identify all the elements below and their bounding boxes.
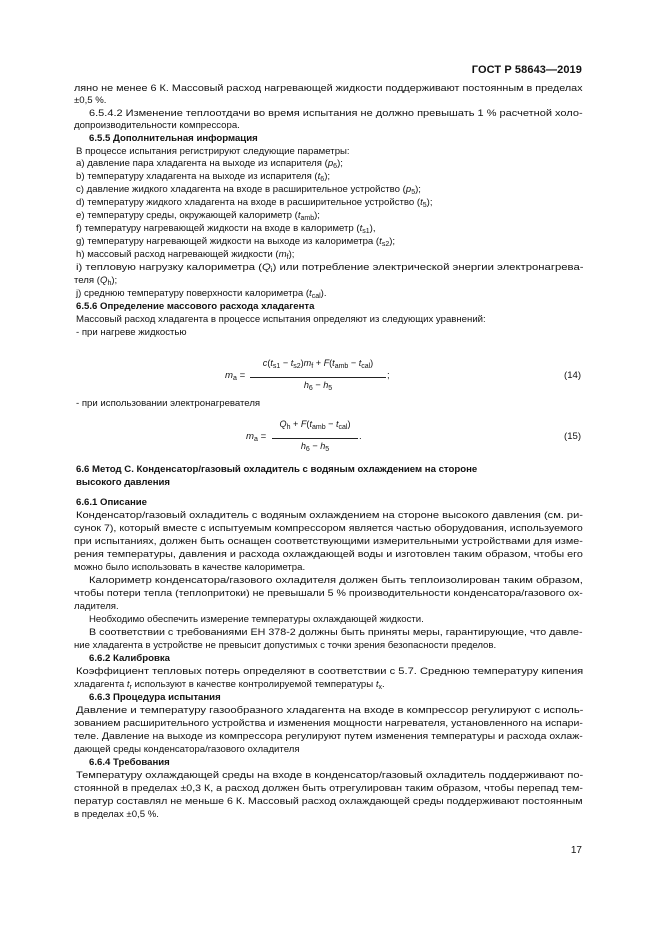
section-heading: 6.6.1 Описание <box>76 497 147 508</box>
equation-denominator: $h_6 - h_5$ <box>303 380 333 392</box>
section-heading: 6.6.3 Процедура испытания <box>89 692 221 703</box>
text-line: чтобы потери тепла (теплопритоки) не превышали 5 % производительности конденсатора/газового ох- <box>74 588 583 599</box>
equation-denominator: $h_6 - h_5$ <box>300 441 330 453</box>
text-line: сунок 7), который вместе с испытуемым компрессором является частью оборудования, используемого <box>74 523 583 534</box>
text-line: ±0,5 %. <box>74 95 107 106</box>
text-line: Температуру охлаждающей среды на входе в конденсатор/газовый охладитель поддерживают по- <box>76 770 584 781</box>
text-line: j) среднюю температуру поверхности калориметра $(t_{cal})$. <box>76 288 327 300</box>
fraction-bar <box>272 438 358 439</box>
text-line: Необходимо обеспечить измерение температуры охлаждающей жидкости. <box>89 614 424 625</box>
text-line: можно было использовать в качестве калориметра. <box>74 562 306 573</box>
text-line: Калориметр конденсатора/газового охладителя должен быть теплоизолирован таким образом, <box>89 575 583 586</box>
text-line: В соответствии с требованиями ЕН 378-2 должны быть приняты меры, гарантирующие, что давле- <box>89 627 583 638</box>
text-line: Давление и температуру газообразного хладагента на входе в компрессор регулируют с исполь- <box>76 705 584 716</box>
text-line: - при использовании электронагревателя <box>76 398 261 409</box>
text-line: стоянной в пределах ±0,3 К, а расход должен быть отрегулирован таким образом, чтобы перепад тем- <box>74 783 583 794</box>
text-line: 6.5.4.2 Изменение теплоотдачи во время испытания не должно превышать 1 % расчетной холо- <box>89 108 583 119</box>
text-line: h) массовый расход нагревающей жидкости $(m_f)$; <box>76 249 295 261</box>
text-line: f) температуру нагревающей жидкости на входе в калориметр $(t_{s1})$, <box>76 223 376 235</box>
section-heading: 6.6.4 Требования <box>89 757 170 768</box>
text-line: c) давление жидкого хладагента на входе в расширительное устройство $(p_5)$; <box>76 184 421 196</box>
text-line: зованием расширительного устройства и изменения мощности нагревателя, установленного на испари- <box>74 718 583 729</box>
text-line: ператур составлял не меньше 6 К. Массовый расход охлаждающей среды поддерживают постоянным <box>74 796 583 807</box>
text-line: ляно не менее 6 К. Массовый расход нагревающей жидкости поддерживают постоянным в пределах <box>74 83 583 94</box>
text-line: ладителя. <box>74 601 119 612</box>
section-heading: 6.5.6 Определение массового расхода хладагента <box>76 301 315 312</box>
text-line: хладагента $t_r$ используют в качестве контролируемой температуры $t_x$. <box>74 679 385 691</box>
fraction-bar <box>250 377 386 378</box>
section-heading: 6.6 Метод С. Конденсатор/газовый охладитель с водяным охлаждением на стороне <box>76 464 478 475</box>
equation-numerator: $c(t_{s1} - t_{s2})m_f + F(t_{amb} - t_{cal})$ <box>262 358 374 370</box>
text-line: В процессе испытания регистрируют следующие параметры: <box>76 146 350 157</box>
document-header: ГОСТ Р 58643—2019 <box>471 64 582 76</box>
text-line: Конденсатор/газовый охладитель с водяным охлаждением на стороне высокого давления (см. ри- <box>76 510 583 521</box>
text-line: b) температуру хладагента на выходе из испарителя $(t_6)$; <box>76 171 331 183</box>
text-line: дающей среды конденсатора/газового охладителя <box>74 744 300 755</box>
text-line: d) температуру жидкого хладагента на входе в расширительное устройство $(t_5)$; <box>76 197 433 209</box>
equation-number: (15) <box>564 431 582 442</box>
text-line: Коэффициент тепловых потерь определяют в соответствии с 5.7. Среднюю температуру кипения <box>76 666 584 677</box>
text-line: при испытаниях, должен быть оснащен соответствующими измерительными устройствами для изме- <box>74 536 583 547</box>
text-line: i) тепловую нагрузку калориметра $(Q_i)$ или потребление электрической энергии электронагрева- <box>76 262 584 274</box>
text-line: - при нагреве жидкостью <box>76 327 187 338</box>
text-line: g) температуру нагревающей жидкости на выходе из калориметра $(t_{s2})$; <box>76 236 396 248</box>
equation-lhs: $m_a$ = <box>225 370 246 382</box>
equation-numerator: $Q_h + F(t_{amb} - t_{cal})$ <box>279 419 351 431</box>
section-heading: 6.5.5 Дополнительная информация <box>89 133 258 144</box>
text-line: e) температуру среды, окружающей калориметр $(t_{amb})$; <box>76 210 320 222</box>
equation-punctuation: . <box>359 431 362 442</box>
text-line: теля $(Q_h)$; <box>74 275 118 287</box>
equation-punctuation: ; <box>387 370 390 381</box>
text-line: Массовый расход хладагента в процессе испытания определяют из следующих уравнений: <box>76 314 486 325</box>
page-number: 17 <box>570 845 582 856</box>
text-line: в пределах ±0,5 %. <box>74 809 159 820</box>
equation-lhs: $m_a$ = <box>246 431 267 443</box>
text-line: рения температуры, давления и расхода охлаждающей воды и изготовлен таким образом, чтобы его <box>74 549 583 560</box>
text-line: ние хладагента в устройстве не превысит допустимых с точки зрения безопасности пределов. <box>74 640 497 651</box>
text-line: допроизводительности компрессора. <box>74 120 240 131</box>
section-heading: высокого давления <box>76 477 171 488</box>
equation-number: (14) <box>564 370 582 381</box>
section-heading: 6.6.2 Калибровка <box>89 653 170 664</box>
text-line: a) давление пара хладагента на выходе из испарителя $(p_6)$; <box>76 158 343 170</box>
text-line: теле. Давление на выходе из компрессора регулируют путем изменения температуры и расхода охлаж- <box>74 731 583 742</box>
